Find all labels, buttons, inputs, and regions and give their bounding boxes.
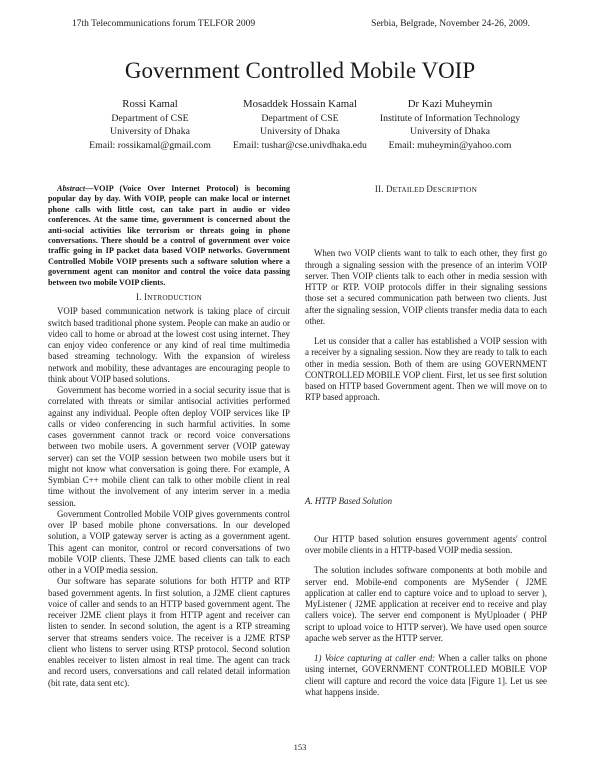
author-org: University of Dhaka [110,126,190,138]
author-email: Email: tushar@cse.univdhaka.edu [233,139,367,151]
abstract [48,184,290,288]
author-dept: Department of CSE [261,113,339,125]
author-email: Email: rossikamal@gmail.com [89,139,211,151]
author-dept: Department of CSE [111,113,189,125]
paper-title: Government Controlled Mobile VOIP [124,58,476,83]
author-dept: Institute of Information Technology [379,113,521,125]
detailed-paragraph-2: Let us consider that a caller has established a VOIP session with a receiver by a signaling session. Now they are ready to talk to each other in media session. Both of them are using GOVERNMENT CONTROLLED MOBILE VOP client. First, let us see first solution based on HTTP based Government agent. Then we will move on to RTP based approach. [305,336,547,403]
author-name: Mosaddek Hossain Kamal [243,98,357,110]
section-heading-introduction: I. INTRODUCTION [135,292,203,303]
page-number: 153 [293,742,307,752]
author-org: University of Dhaka [410,126,490,138]
abstract-label: Abstract [57,184,86,193]
intro-paragraph-1: VOIP based communication network is taking place of circuit switch based traditional phone system. People can make an audio or video call to home or abroad at the lowest cost using internet. They can enjoy video conference or any kind of real time multimedia based streaming technology. With the expansion of wireless network and mobility, these advantages are encouraging people to think about VOIP based solutions. [48,306,290,384]
intro-paragraph-2: Government has become worried in a social security issue that is correlated with threats or similar antisocial activities performed against any individual. People often deploy VOIP services like IP calls or video conferencing in such harmful activities. In some cases government cannot track or record voice conversations between two mobile users. A government server (VOIP gateway server) can set the VOIP session between two mobile users but it might not know what conversation is going there. For example, A Symbian C++ mobile client can talk to other mobile client in real time without the involvement of any interim server in a media session. [48,385,290,508]
http-paragraph-2: The solution includes software components at both mobile and server end. Mobile-end components are MySender ( J2ME application at caller end to capture voice and to upload to server ), MyListener ( J2ME application at receiver end to receive and play callers voice). The server end component is MyUploader ( PHP script to upload voice to HTTP server). We have used open source apache web server as the HTTP server. [305,565,547,643]
running-header-right: Serbia, Belgrade, November 24-26, 2009. [371,19,530,29]
author-name: Rossi Kamal [122,98,178,110]
running-header-left: 17th Telecommunications forum TELFOR 2009 [72,19,256,29]
author-email: Email: muheymin@yahoo.com [388,139,512,151]
author-org: University of Dhaka [260,126,340,138]
left-column [48,184,290,689]
author-block-3 [360,98,540,152]
intro-paragraph-4: Our software has separate solutions for both HTTP and RTP based government agents. In first solution, a J2ME client captures voice of caller and sends to an HTTP based government agent. The receiver J2ME client plays it from HTTP agent and receiver can listen to sender. In second solution, the agent is a RTP streaming server that streams senders voice. The receiver is a J2ME RTSP client who listens to server using RTSP protocol. Second solution enables receiver to listen almost in real time. The agent can track and record users, conversations and call related detail information (bit rate, data sent etc). [48,576,290,688]
step-text: When a caller talks on phone using internet, GOVERNMENT CONTROLLED MOBILE VOP client will capture and record the voice data [Figure 1]. Let us see what happens inside. [305,653,548,697]
abstract-text: —VOIP (Voice Over Internet Protocol) is becoming popular day by day. With VOIP, people can make local or internet phone calls with little cost, can take part in audio or video conferences. At the same time, government is concerned about the anti-social activities like terrorism or threats going in phone conversations. There should be a control of government over voice traffic going in IP packet data based VOIP networks. Government Controlled Mobile VOIP presents such a software solution where a government agent can monitor and control the voice data passing between two mobile VOIP clients. [48,184,290,287]
author-name: Dr Kazi Muheymin [407,98,493,110]
step-label: 1) Voice capturing at caller end: [314,653,436,663]
right-column [305,184,547,698]
http-paragraph-1: Our HTTP based solution ensures government agents' control over mobile clients in a HTTP-based VOIP media session. [305,533,547,555]
intro-paragraph-3: Government Controlled Mobile VOIP gives governments control over IP based mobile phone conversations. In our developed solution, a VOIP gateway server is acting as a government agent. This agent can monitor, control or record conversations of two mobile VOIP clients. These J2ME based clients can talk to each other in a VOIP media session. [48,508,290,576]
detailed-paragraph-1: When two VOIP clients want to talk to each other, they first go through a signaling session with the presence of an interim VOIP server. Then VOIP clients talk to each other in media session with HTTP or RTP. VOIP protocols differ in their signaling sessions those set a secured communication path between two clients. Just after the signaling session, VOIP clients transfer media data to each other. [305,248,547,326]
subsection-heading-http: A. HTTP Based Solution [305,495,393,506]
http-paragraph-3 [305,653,547,698]
section-heading-detailed-description: II. DETAILED DESCRIPTION [374,184,478,194]
